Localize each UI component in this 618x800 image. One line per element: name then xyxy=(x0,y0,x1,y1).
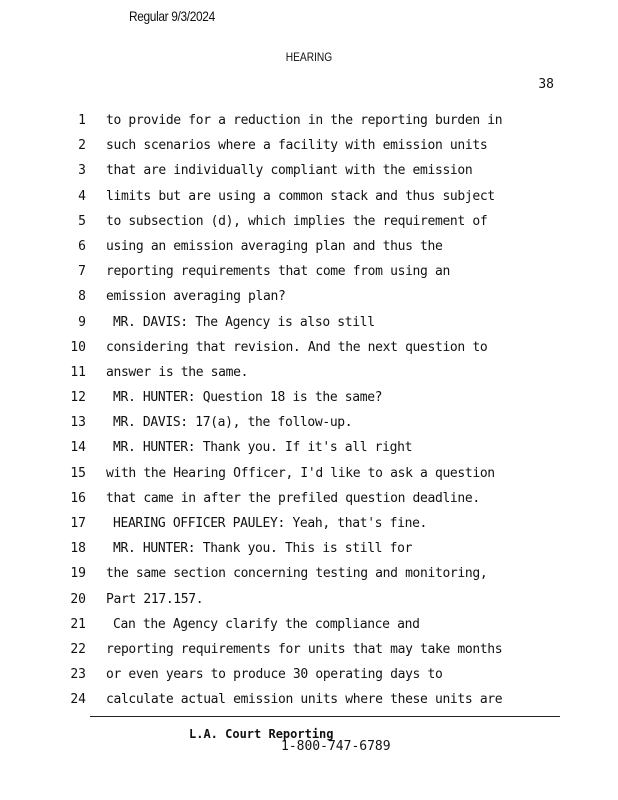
transcript-line xyxy=(0,289,618,314)
line-number: 6 xyxy=(78,238,86,254)
transcript-line xyxy=(0,667,618,692)
transcript-line xyxy=(0,365,618,390)
line-text: MR. HUNTER: Thank you. This is still for xyxy=(113,541,413,557)
transcript-line xyxy=(0,440,618,465)
line-text: reporting requirements for units that may take months xyxy=(106,641,503,657)
line-number: 4 xyxy=(78,188,86,204)
transcript-line xyxy=(0,138,618,163)
footer-divider xyxy=(90,716,560,717)
line-text: HEARING OFFICER PAULEY: Yeah, that's fine. xyxy=(113,516,428,531)
line-number: 12 xyxy=(70,390,86,406)
transcript-line xyxy=(0,491,618,516)
transcript-line xyxy=(0,415,618,440)
line-number: 2 xyxy=(78,138,86,154)
transcript-line xyxy=(0,390,618,415)
line-number: 7 xyxy=(78,264,86,280)
line-text: reporting requirements that come from using an xyxy=(106,264,450,280)
line-text: MR. HUNTER: Question 18 is the same? xyxy=(113,390,383,406)
line-number: 19 xyxy=(70,566,86,582)
line-text: with the Hearing Officer, I'd like to ask a question xyxy=(106,465,495,481)
line-text: using an emission averaging plan and thus the xyxy=(106,238,443,254)
transcript-line xyxy=(0,315,618,340)
line-number: 24 xyxy=(70,692,86,708)
line-number: 15 xyxy=(70,465,86,481)
transcript-line xyxy=(0,340,618,365)
line-text: Can the Agency clarify the compliance and xyxy=(113,616,420,632)
section-title: HEARING xyxy=(285,50,333,64)
line-text: MR. HUNTER: Thank you. If it's all right xyxy=(113,440,413,456)
line-number: 13 xyxy=(70,415,86,431)
line-number: 18 xyxy=(70,541,86,557)
line-text: that are individually compliant with the emission xyxy=(106,163,473,179)
line-number: 11 xyxy=(70,364,86,380)
line-number: 5 xyxy=(78,213,86,229)
line-number: 16 xyxy=(70,490,86,506)
line-number: 23 xyxy=(70,667,86,683)
transcript-line xyxy=(0,692,618,717)
line-number: 1 xyxy=(78,113,86,128)
footer-company: L.A. Court Reporting xyxy=(189,727,334,741)
transcript-line xyxy=(0,189,618,214)
line-number: 17 xyxy=(70,516,86,531)
line-number: 9 xyxy=(78,314,86,330)
header-date: Regular 9/3/2024 xyxy=(129,8,215,24)
line-text: Part 217.157. xyxy=(106,591,204,607)
transcript-line xyxy=(0,592,618,617)
line-text: or even years to produce 30 operating days to xyxy=(106,667,443,683)
transcript-line xyxy=(0,239,618,264)
line-text: that came in after the prefiled question deadline. xyxy=(106,490,480,506)
line-text: emission averaging plan? xyxy=(106,289,286,305)
line-number: 14 xyxy=(70,440,86,456)
line-number: 3 xyxy=(78,163,86,179)
transcript-line xyxy=(0,617,618,642)
line-text: answer is the same. xyxy=(106,364,249,380)
line-text: such scenarios where a facility with emission units xyxy=(106,138,488,154)
page-number: 38 xyxy=(538,77,554,92)
line-text: the same section concerning testing and monitoring, xyxy=(106,566,488,582)
line-text: MR. DAVIS: 17(a), the follow-up. xyxy=(113,415,353,431)
transcript-line xyxy=(0,113,618,138)
transcript-line xyxy=(0,566,618,591)
transcript-lines xyxy=(0,113,618,718)
line-number: 22 xyxy=(70,641,86,657)
line-text: considering that revision. And the next question to xyxy=(106,339,488,355)
line-text: MR. DAVIS: The Agency is also still xyxy=(113,314,375,330)
line-text: limits but are using a common stack and thus subject xyxy=(106,188,495,204)
transcript-line xyxy=(0,642,618,667)
line-number: 10 xyxy=(70,339,86,355)
transcript-line xyxy=(0,163,618,188)
transcript-line xyxy=(0,516,618,541)
footer-phone: 1-800-747-6789 xyxy=(281,739,391,754)
line-text: calculate actual emission units where these units are xyxy=(106,692,503,708)
line-number: 20 xyxy=(70,591,86,607)
transcript-line xyxy=(0,214,618,239)
transcript-line xyxy=(0,264,618,289)
transcript-line xyxy=(0,541,618,566)
line-text: to provide for a reduction in the reporting burden in xyxy=(106,113,503,128)
line-number: 21 xyxy=(70,616,86,632)
line-text: to subsection (d), which implies the requirement of xyxy=(106,213,488,229)
line-number: 8 xyxy=(78,289,86,305)
transcript-line xyxy=(0,466,618,491)
